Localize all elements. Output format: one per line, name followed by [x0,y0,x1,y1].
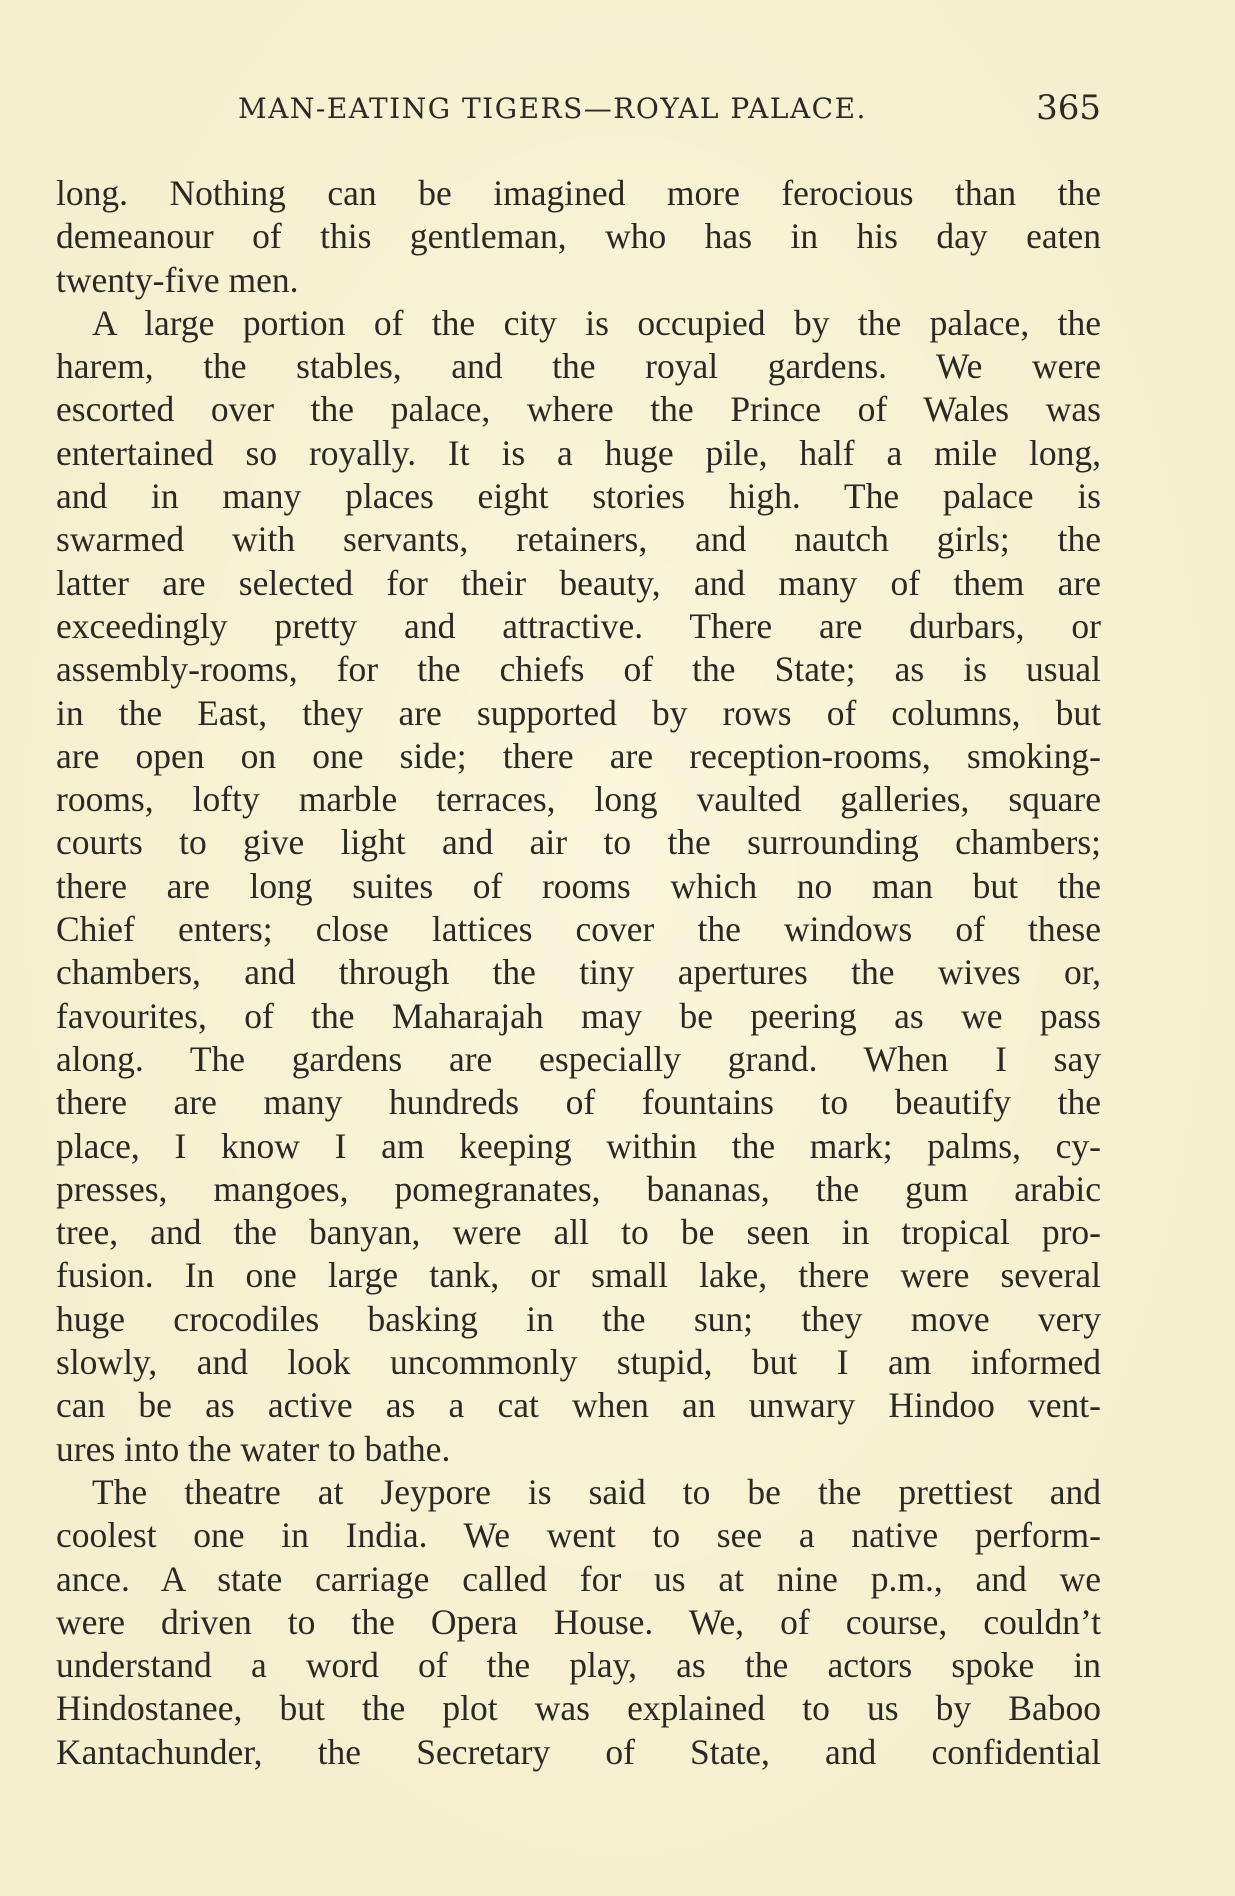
text-line: A large portion of the city is occupied by the palace, the [92,302,1101,343]
text-line: tree, and the banyan, were all to be seen in tropical pro- [56,1212,1101,1253]
text-line: harem, the stables, and the royal gardens. We were [56,346,1101,387]
page-header [56,88,1101,138]
text-line: in the East, they are supported by rows of columns, but [56,692,1101,733]
text-line: rooms, lofty marble terraces, long vaulted galleries, square [56,779,1101,820]
text-line: long. Nothing can be imagined more ferocious than the [56,173,1101,213]
text-line: ance. A state carriage called for us at nine p.m., and we [56,1558,1101,1599]
text-line: escorted over the palace, where the Prince of Wales was [56,389,1101,430]
text-line: understand a word of the play, as the actors spoke in [56,1645,1101,1686]
text-line: Kantachunder, the Secretary of State, and confidential [56,1731,1101,1772]
body-text [56,172,1101,1774]
text-line: fusion. In one large tank, or small lake, there were several [56,1255,1101,1296]
text-line: there are many hundreds of fountains to beautify the [56,1082,1101,1123]
text-line: Hindostanee, but the plot was explained to us by Baboo [56,1688,1101,1729]
text-line: courts to give light and air to the surrounding chambers; [56,822,1101,863]
page-number: 365 [1036,88,1101,128]
text-line: there are long suites of rooms which no man but the [56,865,1101,906]
text-line: Chief enters; close lattices cover the windows of these [56,909,1101,950]
text-line: demeanour of this gentleman, who has in his day eaten [56,216,1101,257]
text-line: coolest one in India. We went to see a native perform- [56,1515,1101,1556]
text-line: were driven to the Opera House. We, of course, couldn’t [56,1601,1101,1642]
text-line: are open on one side; there are reception-rooms, smoking- [56,735,1101,776]
text-line: along. The gardens are especially grand. When I say [56,1038,1101,1079]
text-line: presses, mangoes, pomegranates, bananas, the gum arabic [56,1168,1101,1209]
text-line: slowly, and look uncommonly stupid, but I am informed [56,1342,1101,1383]
running-title: MAN-EATING TIGERS—ROYAL PALACE. [238,92,867,125]
text-line: twenty-five men. [56,259,299,300]
text-line: The theatre at Jeypore is said to be the prettiest and [92,1471,1101,1512]
text-line: chambers, and through the tiny apertures the wives or, [56,952,1101,993]
text-line: swarmed with servants, retainers, and nautch girls; the [56,519,1101,560]
text-line: exceedingly pretty and attractive. There are durbars, or [56,605,1101,646]
text-line: entertained so royally. It is a huge pile, half a mile long, [56,432,1101,473]
text-line: latter are selected for their beauty, and many of them are [56,562,1101,603]
text-line: ures into the water to bathe. [56,1428,451,1469]
text-line: place, I know I am keeping within the mark; palms, cy- [56,1125,1101,1166]
text-line: assembly-rooms, for the chiefs of the State; as is usual [56,649,1101,690]
text-line: huge crocodiles basking in the sun; they move very [56,1298,1101,1339]
text-line: can be as active as a cat when an unwary Hindoo vent- [56,1385,1101,1426]
text-line: and in many places eight stories high. The palace is [56,476,1101,517]
text-line: favourites, of the Maharajah may be peering as we pass [56,995,1101,1036]
